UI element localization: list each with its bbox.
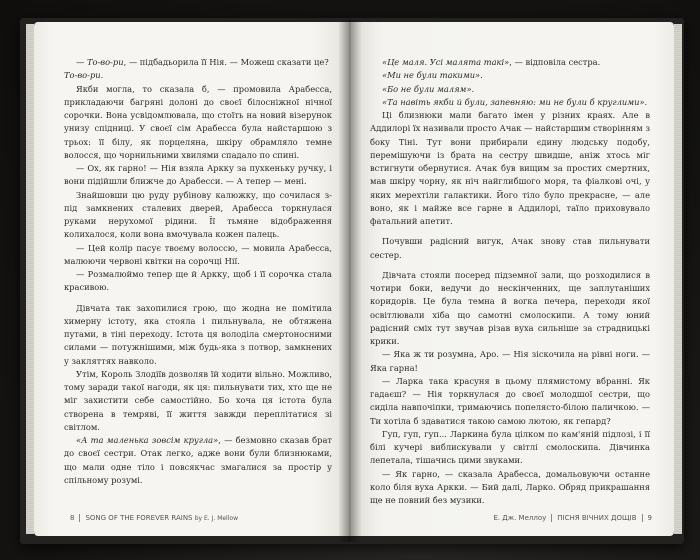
paragraph: Дівчата так захопилися грою, що жодна не помітила химерну істоту, яка стояла і пильнувала, не обтяжена путами, в тіні переходу. Істота ця володіла смертоносними силами — потужнішими, між будь-яка з потвор, замкнених у закляттях навколо.: [64, 302, 332, 366]
paragraph: — Розмалюймо тепер ще й Аркку, щоб і її сорочка стала красивою.: [64, 269, 332, 293]
paragraph: Знайшовши цю руду рубінову калюжку, що сочилася з-під замкнених сталевих дверей, Арабесса торкнулася руками нерухомої рідини. Її тьмяне відображення колихалося, коли вона вмочувала кожен палець.: [64, 189, 332, 240]
book-spine: [338, 20, 362, 542]
right-page: [350, 22, 674, 536]
paragraph: — То-во-ри, — підбадьорила її Нія. — Можеш сказати це?: [76, 57, 329, 67]
paragraph: — Як гарно, — сказала Арабесса, домальовуючи останне коло біля вуха Аркки. — Бий далі, Ларко. Обряд прикрашання ще не повний без музики.: [370, 468, 650, 505]
page-edges-left: [26, 24, 34, 534]
paragraph: «А та маленька зовсім кругла», — безмовно сказав брат до своєї сестри. Отак легко, адже вони були близнюками, що мали одне тіло і повсякчас змагалися за простір у спільному розумі.: [64, 435, 332, 485]
running-title-ua: ПІСНЯ ВІЧНИХ ДОЩІВ: [557, 514, 637, 522]
paragraph: Почувши радісний вигук, Ачак знову став пильнувати сестер.: [370, 236, 650, 260]
paragraph: «Це маля. Усі малята такі», — відповіла сестра.: [382, 57, 601, 67]
paragraph: Якби могла, то сказала б, — промовила Арабесса, прикладаючи багряні долоні до своєї білосніжної нічної сорочки. Вона усвідомлювала, що стоїть на новий візерунок унизу спідниці. У своєї сім Арабесса була найстаршою з трьох: її білу, як порцеляна, шкіру обрамляло темне волосся, що чорнильними хвилями спадало по спині.: [64, 83, 332, 160]
paragraph: Утім, Король Злодіїв дозволяв їй ходити вільно. Можливо, тому заради такої нагоди, як ця: пильнувати тих, хто ще не міг захистити себе самостійно. Бо хоча ця істота була створена в темряві, її життя завжди переплітатися зі світлом.: [64, 368, 332, 432]
paragraph: «Ми не були такими».: [382, 70, 483, 81]
right-page-number: 9: [647, 514, 652, 522]
left-page-text: [64, 56, 332, 487]
paragraph: — Цей колір пасує твоєму волоссю, — мовила Арабесса, малюючи червоні квітки на сорочці Нії.: [64, 242, 332, 266]
paragraph: «Та навіть якби й були, запевняю: ми не були б круглими».: [382, 96, 648, 107]
running-title-en: SONG OF THE FOREVER RAINS: [85, 514, 193, 522]
paragraph: — Яка ж ти розумна, Аро. — Нія зіскочила на рівні ноги. — Яка гарна!: [370, 349, 650, 373]
paragraph: Ці близнюки мали багато імен у різних краях. Але в Аддилорі їх називали просто Ачак — найстаршим створінням з боку Тіні. Тут вони прибирали єдину людську подобу, перемішуючи із брата на сестру швидше, аніж хтось міг встигнути обернутися. Ачак був вищим за простих смертних, мав шкіру чорну, як ніч найглибшого моря, та фіалкові очі, у яких мерехтіли галактики. Його тіло було прекрасне, — але воно, як і майже все гарне в Аддилорі, таїло приховувало фатальний апетит.: [370, 110, 650, 226]
right-page-footer: [493, 514, 652, 522]
page-edges-right: [674, 24, 682, 534]
left-page-footer: [70, 514, 238, 522]
left-page: [34, 22, 350, 536]
left-page-number: 8: [70, 514, 75, 522]
paragraph: Дівчата стояли посеред підземної зали, що розходилися в чотири боки, ведучи до нескінченних, ще заплутаніших коридорів. Це була темна й вогка печера, переходи якої освітлювали хіба що самотні смолоскипи. А тому юний радісний сміх тут звучав різав вуха сильніше за страдницькі крики.: [370, 269, 650, 346]
paragraph: — Ларка така красуня в цьому плямистому вбранні. Як гадаєш? — Нія торкнулася до своєї молодшої сестри, що сиділа навпочіпки, тримаючись попелясто-білою паличкою. — Ти хотіла б здаватися такою самою лютою, як гепард?: [370, 375, 650, 426]
right-page-text: [370, 56, 650, 507]
running-author-ua: Е. Дж. Меллоу: [493, 514, 547, 522]
paragraph: Гуп, гуп, гуп... Ларкина була цілком по кам'яній підлозі, і її білі кучері виблискували у світлі смолоскипа. Дівчинка лепетала, тішачись цими звуками.: [370, 428, 650, 466]
paragraph: — Ох, як гарно! — Нія взяла Аркку за пухкеньку ручку, і вони підійшли ближче до Арабесси. — А тепер — мені.: [64, 163, 332, 187]
paragraph: То-во-ри.: [64, 70, 104, 81]
paragraph: «Бо не були малям».: [382, 83, 475, 94]
running-author-en: by E. J. Mellow: [194, 515, 238, 522]
